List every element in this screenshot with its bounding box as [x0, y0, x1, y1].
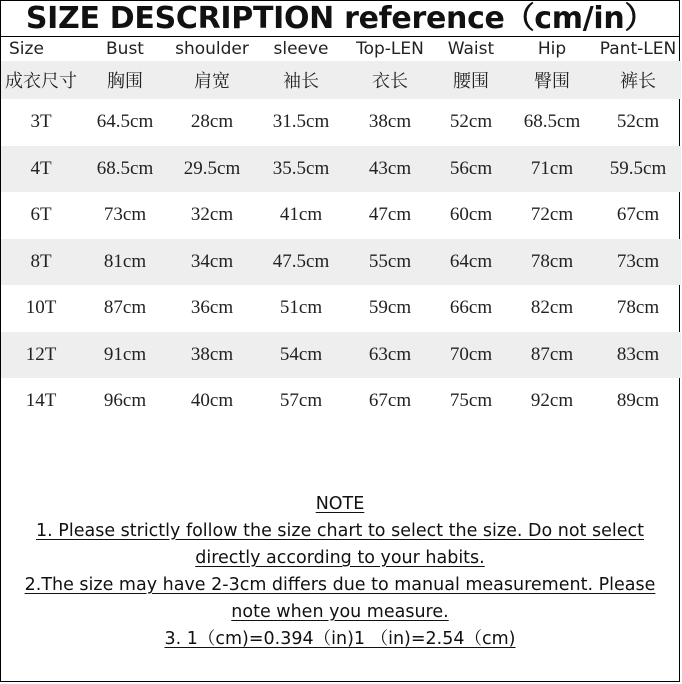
column-header: 袖长	[255, 61, 347, 99]
table-cell: 12T	[1, 332, 81, 379]
table-cell: 81cm	[81, 239, 169, 286]
table-row	[1, 192, 681, 239]
table-cell: 54cm	[255, 332, 347, 379]
table-cell: 87cm	[103, 297, 147, 319]
table-cell: 64.5cm	[96, 111, 154, 133]
table-cell: 34cm	[169, 239, 255, 286]
table-cell: 91cm	[81, 332, 169, 379]
column-header: 腰围	[433, 61, 509, 99]
table-cell: 59.5cm	[595, 146, 681, 193]
table-cell: 73cm	[595, 239, 681, 286]
table-cell: 52cm	[449, 111, 493, 133]
table-cell: 4T	[1, 146, 81, 193]
note-line: 3. 1（cm)=0.394（in)1 （in)=2.54（cm)	[164, 629, 516, 649]
table-cell: 70cm	[433, 332, 509, 379]
table-cell: 67cm	[616, 204, 660, 226]
column-header: 衣长	[347, 61, 433, 99]
header-row-chinese	[1, 61, 681, 99]
table-cell: 35.5cm	[255, 146, 347, 193]
table-cell: 56cm	[433, 146, 509, 193]
table-cell: 3T	[30, 111, 52, 133]
table-row	[1, 332, 681, 379]
size-table	[1, 37, 681, 425]
table-cell: 68.5cm	[81, 146, 169, 193]
table-cell: 64cm	[433, 239, 509, 286]
notes-section	[1, 491, 679, 653]
column-header: sleeve	[273, 39, 329, 59]
table-cell: 78cm	[509, 239, 595, 286]
table-cell: 96cm	[103, 390, 147, 412]
note-heading: NOTE	[315, 494, 365, 514]
table-cell: 36cm	[190, 297, 234, 319]
table-cell: 38cm	[368, 111, 412, 133]
note-line: 2.The size may have 2-3cm differs due to manual measurement. Please	[24, 575, 656, 595]
column-header: 臀围	[509, 61, 595, 99]
table-cell: 63cm	[347, 332, 433, 379]
table-cell: 55cm	[347, 239, 433, 286]
table-cell: 87cm	[509, 332, 595, 379]
table-cell: 47.5cm	[255, 239, 347, 286]
table-cell: 47cm	[368, 204, 412, 226]
note-line: 1. Please strictly follow the size chart to select the size. Do not select	[36, 521, 644, 541]
table-row	[1, 239, 681, 286]
table-cell: 66cm	[449, 297, 493, 319]
table-cell: 41cm	[279, 204, 323, 226]
table-cell: 43cm	[347, 146, 433, 193]
column-header: Bust	[106, 39, 144, 59]
table-row	[1, 146, 681, 193]
column-header: Top-LEN	[356, 39, 424, 59]
table-row	[1, 285, 681, 332]
table-cell: 71cm	[509, 146, 595, 193]
table-cell: 38cm	[169, 332, 255, 379]
table-cell: 40cm	[190, 390, 234, 412]
table-cell: 75cm	[449, 390, 493, 412]
table-cell: 78cm	[616, 297, 660, 319]
table-cell: 92cm	[530, 390, 574, 412]
table-cell: 59cm	[368, 297, 412, 319]
note-line: directly according to your habits.	[195, 548, 485, 568]
table-cell: 57cm	[279, 390, 323, 412]
table-cell: 60cm	[449, 204, 493, 226]
table-cell: 51cm	[279, 297, 323, 319]
column-header: Size	[9, 39, 44, 59]
table-cell: 72cm	[530, 204, 574, 226]
table-cell: 67cm	[368, 390, 412, 412]
column-header: Hip	[537, 39, 567, 59]
note-line: note when you measure.	[231, 602, 449, 622]
table-cell: 28cm	[190, 111, 234, 133]
table-cell: 29.5cm	[169, 146, 255, 193]
table-cell: 89cm	[616, 390, 660, 412]
table-cell: 10T	[25, 297, 57, 319]
column-header: shoulder	[175, 39, 249, 59]
table-row	[1, 378, 681, 425]
table-cell: 32cm	[190, 204, 234, 226]
column-header: 成衣尺寸	[1, 61, 81, 99]
column-header: Waist	[447, 39, 495, 59]
table-row	[1, 99, 681, 146]
column-header: Pant-LEN	[599, 39, 677, 59]
table-cell: 14T	[25, 390, 57, 412]
table-cell: 8T	[1, 239, 81, 286]
table-cell: 31.5cm	[272, 111, 330, 133]
header-row-english	[1, 37, 681, 61]
table-cell: 68.5cm	[523, 111, 581, 133]
table-cell: 83cm	[595, 332, 681, 379]
column-header: 肩宽	[169, 61, 255, 99]
table-cell: 52cm	[616, 111, 660, 133]
table-cell: 6T	[30, 204, 52, 226]
chart-title: SIZE DESCRIPTION reference（cm/in）	[25, 1, 655, 36]
table-cell: 82cm	[530, 297, 574, 319]
column-header: 胸围	[81, 61, 169, 99]
column-header: 裤长	[595, 61, 681, 99]
table-cell: 73cm	[103, 204, 147, 226]
